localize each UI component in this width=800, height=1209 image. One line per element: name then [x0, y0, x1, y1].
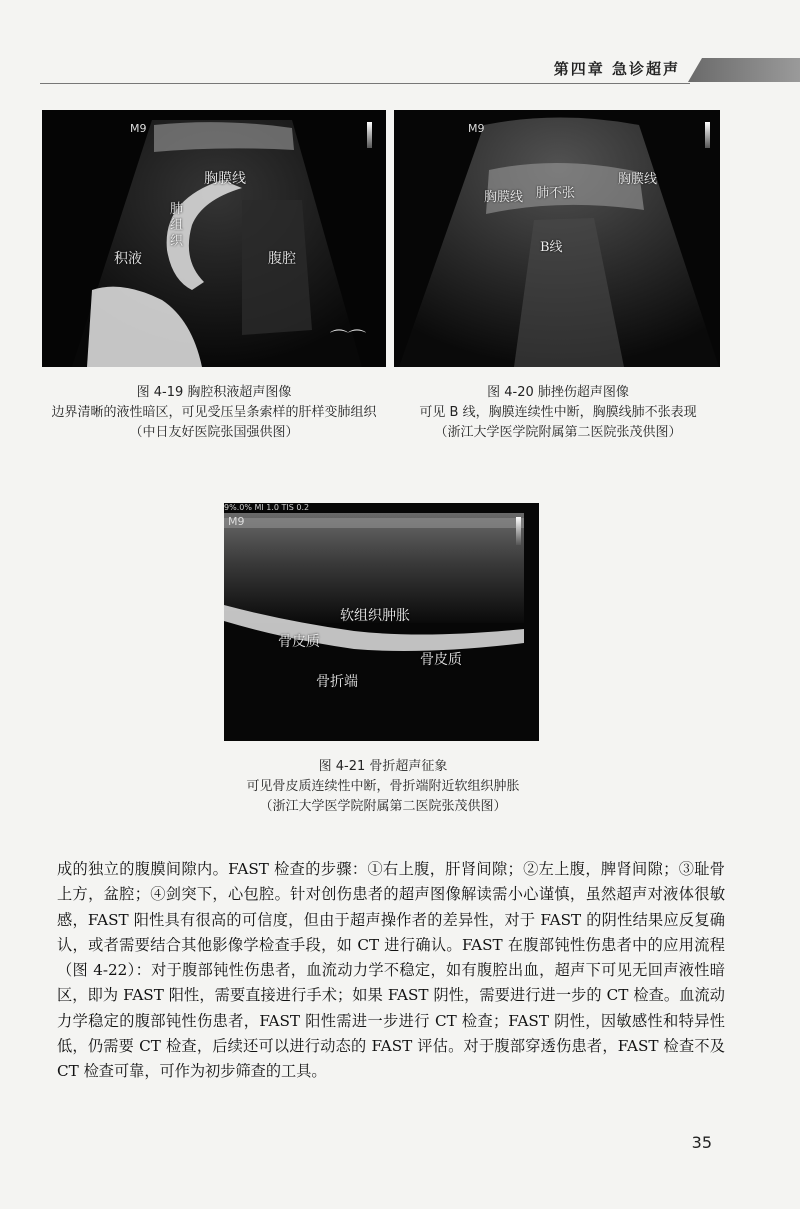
figure-4-20-source: （浙江大学医学院附属第二医院张茂供图） [434, 425, 682, 440]
fig19-device-label: M9 [130, 122, 147, 135]
page-number: 35 [691, 1133, 712, 1152]
fig20-pleura-line-left-label: 胸膜线 [484, 190, 524, 205]
figure-4-19-source: （中日友好医院张国强供图） [129, 425, 299, 440]
chapter-title: 第四章 急诊超声 [553, 60, 680, 78]
fig20-pleura-line-right-label: 胸膜线 [618, 172, 658, 187]
figure-4-21-source: （浙江大学医学院附属第二医院张茂供图） [259, 799, 507, 814]
fig21-device-label: M9 [228, 515, 245, 528]
fig21-cortex-right-label: 骨皮质 [420, 652, 462, 668]
figure-4-20-title: 图 4-20 肺挫伤超声图像 [487, 385, 629, 400]
figure-4-21-image [224, 503, 539, 741]
figure-4-21-title: 图 4-21 骨折超声征象 [318, 759, 448, 774]
figure-4-20-description: 可见 B 线，胸膜连续性中断，胸膜线肺不张表现 [419, 405, 697, 420]
figure-4-19-description: 边界清晰的液性暗区，可见受压呈条索样的肝样变肺组织 [51, 405, 377, 420]
fig19-fluid-label: 积液 [114, 251, 142, 267]
fig21-top-bar-text: 9%.0% MI 1.0 TIS 0.2 [224, 503, 310, 512]
header-tab-decoration [688, 58, 800, 82]
fig20-atelectasis-label: 肺不张 [536, 186, 576, 201]
fig21-soft-tissue-swelling-label: 软组织肿胀 [340, 608, 410, 624]
fig19-abdomen-label: 腹腔 [268, 251, 296, 267]
body-marker-icon: ⌒⌒ [330, 329, 366, 350]
fig21-cortex-left-label: 骨皮质 [278, 634, 320, 650]
figure-4-20-caption [392, 383, 724, 443]
fig20-device-label: M9 [468, 122, 485, 135]
figure-4-21-description: 可见骨皮质连续性中断，骨折端附近软组织肿胀 [246, 779, 520, 794]
fig20-b-line-label: B线 [540, 240, 563, 255]
figure-4-20-image [394, 110, 720, 367]
figure-4-19-title: 图 4-19 胸腔积液超声图像 [136, 385, 292, 400]
fig19-lung-label: 肺组织 [170, 202, 184, 249]
figure-4-21-caption [210, 757, 556, 817]
figure-4-19-image [42, 110, 386, 367]
body-paragraph: 成的独立的腹膜间隙内。FAST 检查的步骤：①右上腹，肝肾间隙；②左上腹，脾肾间隙；③耻骨上方，盆腔；④剑突下，心包腔。针对创伤患者的超声图像解读需小心谨慎，虽然超声对液体很敏感，FAST 阳性具有很高的可信度，但由于超声操作者的差异性，对于 FAST 的阴性结果应反复确认，或者需要结合其他影像学检查手段，如 CT 进行确认。FAST 在腹部钝性伤患者中的应用流程（图 4-22）：对于腹部钝性伤患者，血流动力学不稳定，如有腹腔出血，超声下可见无回声液性暗区，即为 FAST 阳性，需要直接进行手术；如果 FAST 阴性，需要进行进一步的 CT 检查。血流动力学稳定的腹部钝性伤患者，FAST 阳性需进一步进行 CT 检查；FAST 阴性，因敏感性和特异性低，仍需要 CT 检查，后续还可以进行动态的 FAST 评估。对于腹部穿透伤患者，FAST 检查不及 CT 检查可靠，可作为初步筛查的工具。 [57, 860, 725, 1081]
fig19-pleura-line-label: 胸膜线 [204, 171, 246, 187]
header-rule [40, 83, 690, 84]
figure-4-19-caption [36, 383, 392, 443]
fig21-fracture-end-label: 骨折端 [316, 674, 358, 690]
